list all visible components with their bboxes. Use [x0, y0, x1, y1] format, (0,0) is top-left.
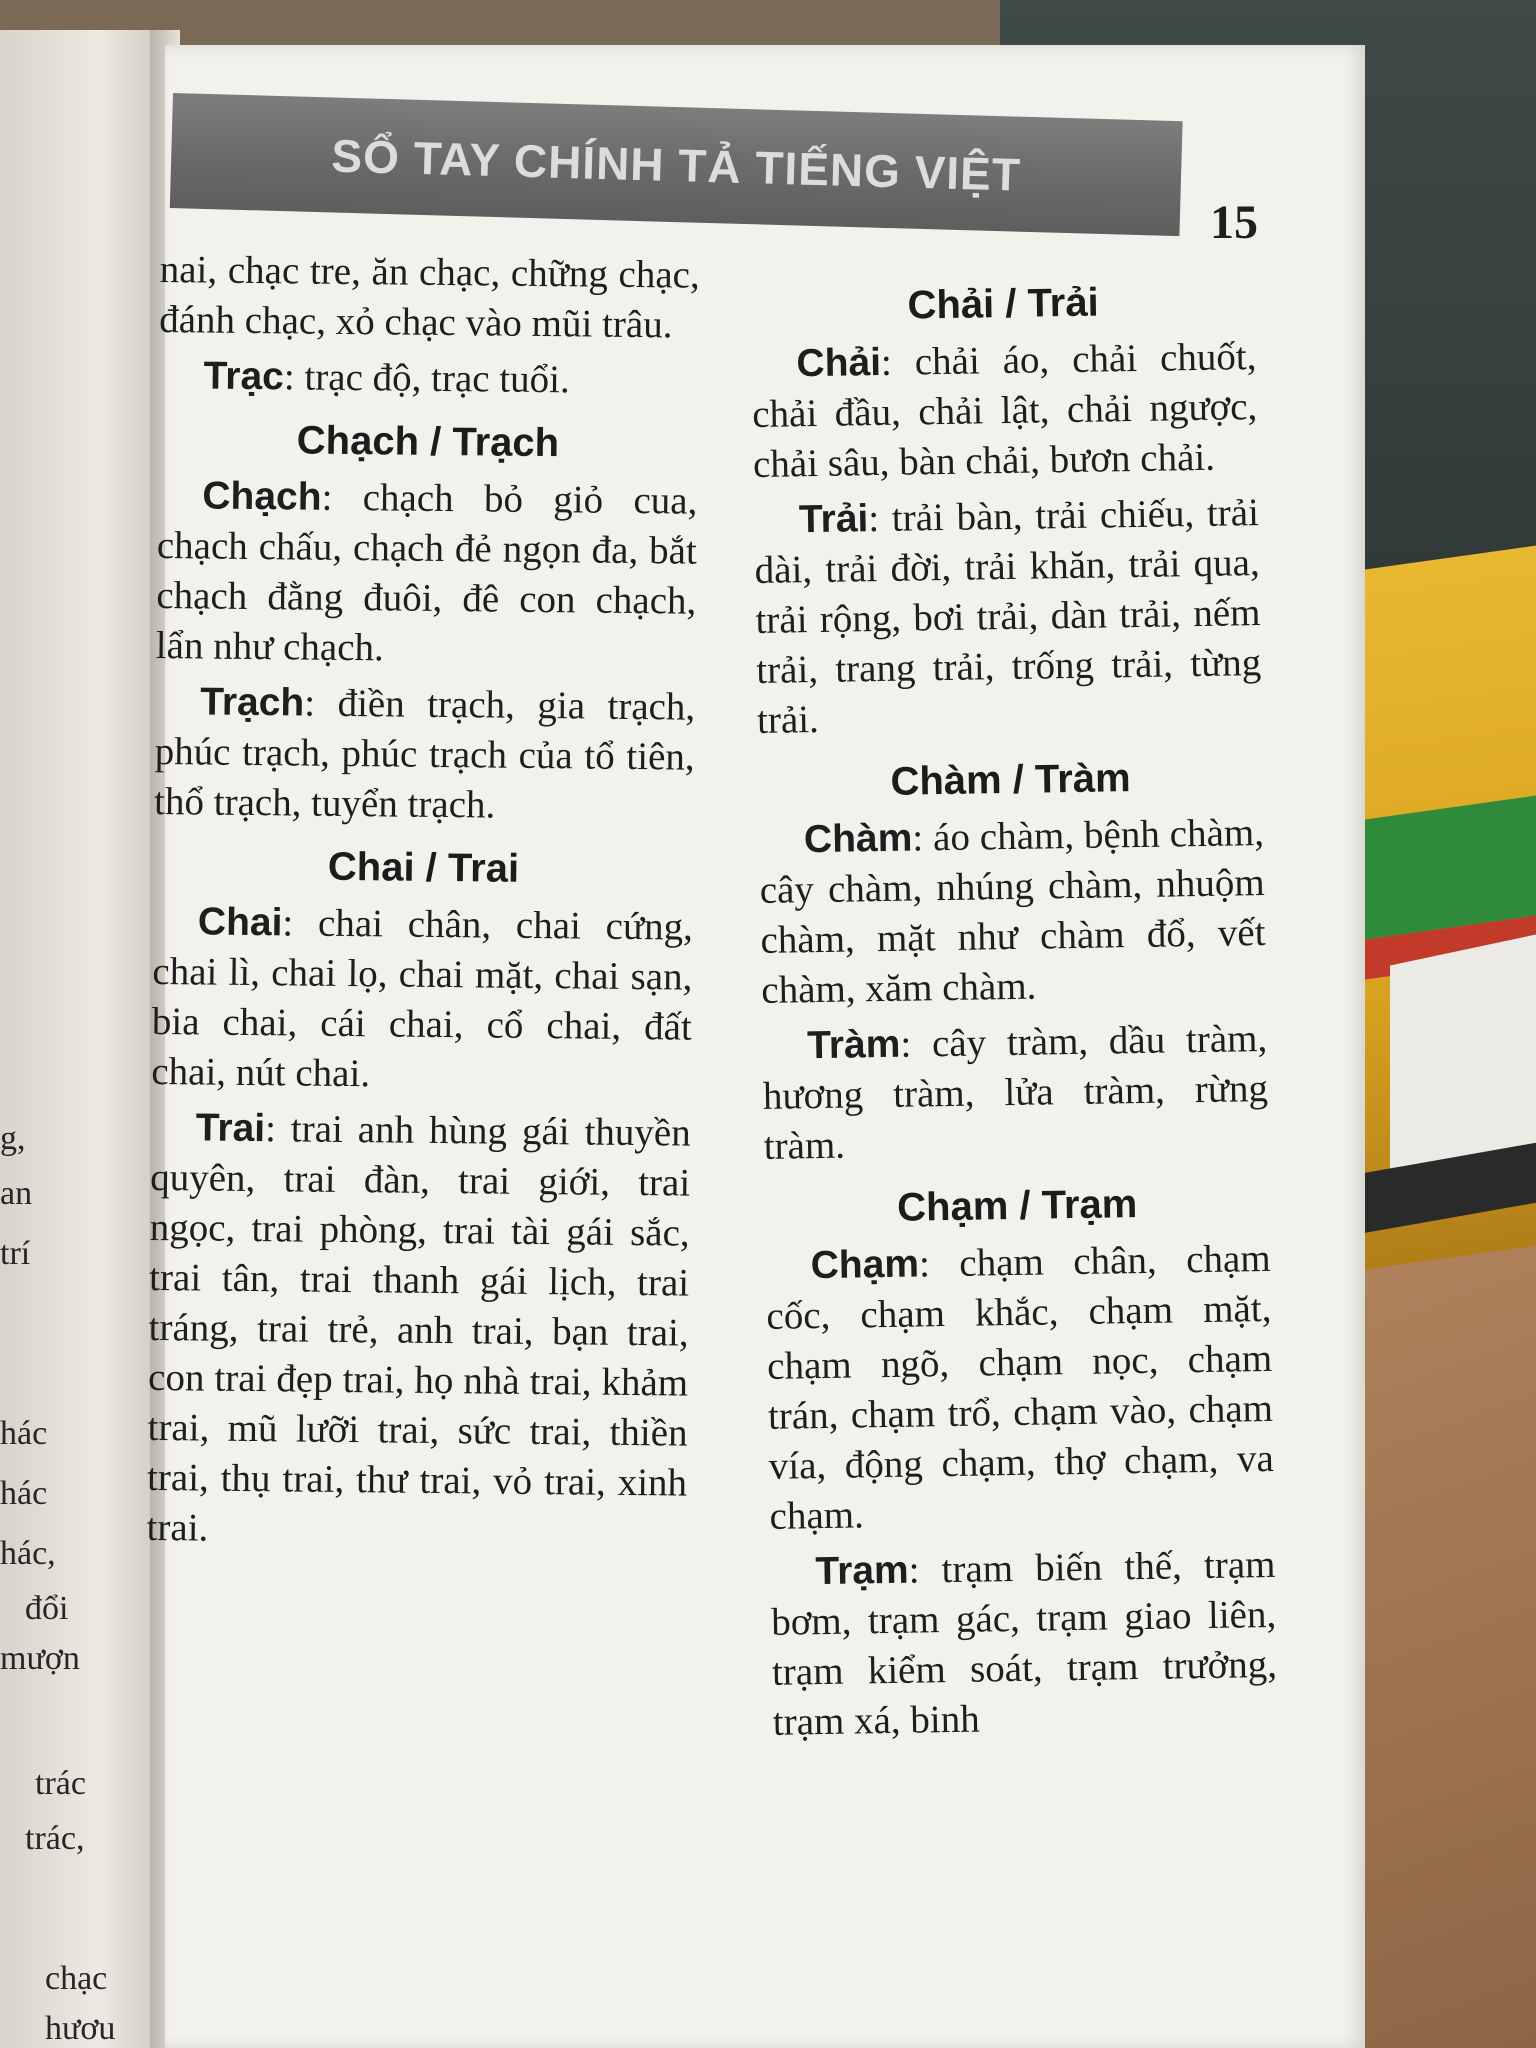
left-page-fragment: mượn [0, 1640, 80, 1677]
left-page-fragment: hươu [45, 2010, 116, 2047]
section-heading-chach-trach: Chạch / Trạch [296, 418, 560, 466]
entry-term: Chạch [202, 474, 322, 519]
left-page-fragment: g, [0, 1120, 26, 1157]
entry-term: Trải [798, 497, 869, 542]
entry-text: : trạm biến thế, trạm bơm, trạm gác, trạm giao liên, trạm kiểm soát, trạm trưởng, trạm xá, binh [770, 1542, 1278, 1744]
entry-term: Chai [197, 900, 283, 945]
left-page-fragment: trí [0, 1235, 31, 1272]
left-page-fragment: hác [0, 1475, 48, 1512]
entry-text: : chai chân, chai cứng, chai lì, chai lọ, chai mặt, chai sạn, bia chai, cái chai, cổ chai, đất chai, nút chai. [151, 901, 694, 1096]
left-page-fragment: an [0, 1175, 33, 1212]
book-page [146, 45, 1365, 2048]
entry-chach [156, 471, 698, 677]
entry-trai [146, 1103, 691, 1559]
left-page-fragment: chạc [45, 1960, 108, 1997]
page-number: 15 [1210, 196, 1258, 249]
left-page-fragment: hác, [0, 1535, 56, 1572]
continuation-text: nai, chạc tre, ăn chạc, chững chạc, đánh chạc, xỏ chạc vào mũi trâu. [158, 247, 700, 347]
entry-trai-hoi [754, 488, 1263, 746]
entry-tram-nang [770, 1540, 1278, 1748]
entry-term: Trai [195, 1106, 266, 1151]
entry-text: : áo chàm, bệnh chàm, cây chàm, nhúng chàm, nhuộm chàm, mặt như chàm đổ, vết chàm, xăm chàm. [759, 811, 1266, 1012]
entry-term: Trạch [199, 680, 305, 725]
right-column [750, 262, 1278, 1754]
left-page-fragment: hác [0, 1415, 48, 1452]
entry-text: : trai anh hùng gái thuyền quyên, trai đàn, trai giới, trai ngọc, trai phòng, trai tài gái sắc, trai tân, trai thanh gái lịch, trai tráng, trai trẻ, anh trai, bạn trai, con trai đẹp trai, họ nhà trai, khảm trai, mũ lưỡi trai, sức trai, thiền trai, thụ trai, thư trai, vỏ trai, xinh trai. [146, 1107, 691, 1550]
header-band [170, 93, 1183, 236]
entry-text: : cây tràm, dầu tràm, hương tràm, lửa tràm, rừng tràm. [762, 1016, 1269, 1168]
entry-term: Chải [796, 340, 882, 386]
entry-cham [759, 808, 1267, 1016]
section-heading-cham-tram-nang: Chạm / Trạm [896, 1182, 1138, 1230]
header-title: SỔ TAY CHÍNH TẢ TIẾNG VIỆT [330, 128, 1022, 201]
entry-chai [151, 897, 693, 1103]
section-heading-chai-trai: Chai / Trai [327, 844, 520, 891]
entry-term: Chạm [810, 1242, 920, 1288]
entry-tram [762, 1014, 1269, 1172]
entry-term: Trạm [815, 1548, 909, 1594]
entry-text: : chạm chân, chạm cốc, chạm khắc, chạm mặt, chạm ngõ, chạm nọc, chạm trán, chạm trổ, chạm vào, chạm vía, động chạm, thợ chạm, va chạm. [766, 1236, 1275, 1538]
left-page [0, 30, 165, 2048]
entry-text: : chạch bỏ giỏ cua, chạch chấu, chạch đẻ ngọn đa, bắt chạch đằng đuôi, đê con chạch, lẩn như chạch. [155, 475, 698, 670]
section-heading-cham-tram: Chàm / Tràm [890, 756, 1131, 804]
left-page-fragment: đổi [25, 1590, 69, 1627]
entry-text: : chải áo, chải chuốt, chải đầu, chải lật, chải ngược, chải sâu, bàn chải, bươn chải. [751, 335, 1258, 486]
entry-text: : trạc độ, trạc tuổi. [283, 355, 570, 402]
entry-cham-nang [765, 1234, 1275, 1542]
entry-term: Tràm [806, 1022, 901, 1068]
entry-term: Trạc [203, 354, 285, 399]
left-page-fragment: trác [35, 1765, 86, 1802]
section-heading-chai-trai-hoi: Chải / Trải [907, 280, 1099, 328]
entry-text: : điền trạch, gia trạch, phúc trạch, phúc trạch của tổ tiên, thổ trạch, tuyển trạch. [153, 681, 696, 827]
entry-trac [158, 351, 698, 407]
left-page-fragment: trác, [25, 1820, 85, 1857]
left-column [146, 245, 700, 1565]
entry-chai-hoi [751, 332, 1258, 490]
entry-trach [154, 677, 696, 833]
entry-term: Chàm [803, 816, 913, 862]
entry-text: : trải bàn, trải chiếu, trải dài, trải đời, trải khăn, trải qua, trải rộng, bơi trải, dàn trải, nếm trải, trang trải, trống trải, từng trải. [754, 491, 1262, 742]
